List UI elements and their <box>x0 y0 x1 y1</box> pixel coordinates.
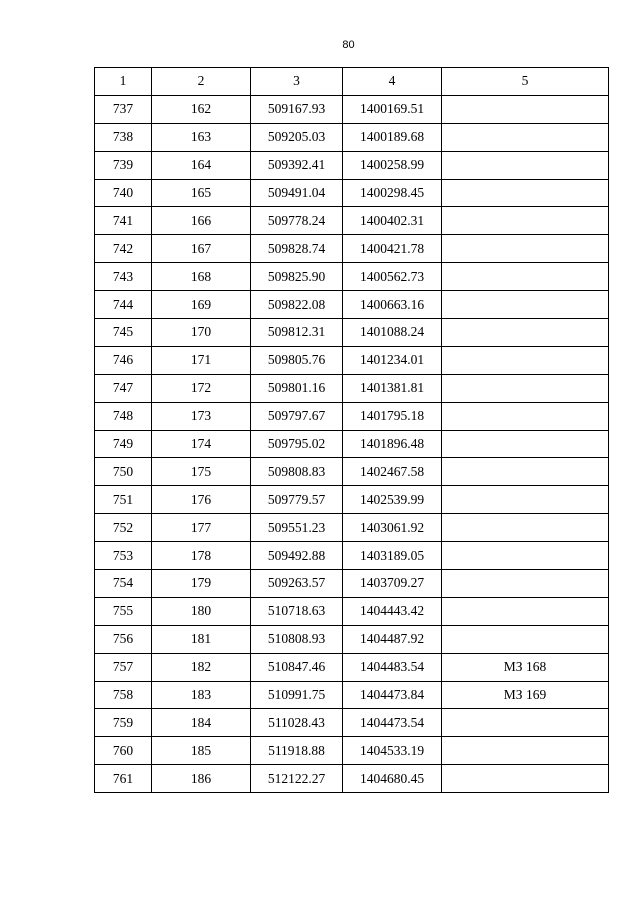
table-cell-col-1: 758 <box>95 681 152 709</box>
table-cell-col-1: 743 <box>95 263 152 291</box>
table-cell-col-3: 509812.31 <box>251 319 343 347</box>
table-row <box>95 709 609 737</box>
table-row <box>95 430 609 458</box>
table-cell-col-3: 509797.67 <box>251 402 343 430</box>
table-cell-col-1: 744 <box>95 291 152 319</box>
table-cell-col-3: 509779.57 <box>251 486 343 514</box>
table-cell-col-5 <box>442 319 609 347</box>
table-cell-col-2: 185 <box>152 737 251 765</box>
table-cell-col-2: 170 <box>152 319 251 347</box>
table-row <box>95 151 609 179</box>
table-cell-col-2: 168 <box>152 263 251 291</box>
table-row <box>95 737 609 765</box>
table-cell-col-1: 759 <box>95 709 152 737</box>
table-cell-col-5 <box>442 514 609 542</box>
table-cell-col-2: 165 <box>152 179 251 207</box>
table-cell-col-4: 1401088.24 <box>343 319 442 347</box>
table-cell-col-4: 1403061.92 <box>343 514 442 542</box>
table-cell-col-3: 509205.03 <box>251 123 343 151</box>
table-cell-col-2: 175 <box>152 458 251 486</box>
table-cell-col-3: 509805.76 <box>251 346 343 374</box>
table-cell-col-3: 511028.43 <box>251 709 343 737</box>
table-cell-col-1: 749 <box>95 430 152 458</box>
table-cell-col-2: 173 <box>152 402 251 430</box>
table-row <box>95 291 609 319</box>
table-cell-col-1: 741 <box>95 207 152 235</box>
header-cell-4: 4 <box>343 68 442 96</box>
table-cell-col-5 <box>442 486 609 514</box>
table-cell-col-1: 737 <box>95 95 152 123</box>
table-cell-col-2: 176 <box>152 486 251 514</box>
table-cell-col-5 <box>442 374 609 402</box>
table-cell-col-2: 180 <box>152 597 251 625</box>
table-cell-col-4: 1404473.54 <box>343 709 442 737</box>
table-cell-col-4: 1400562.73 <box>343 263 442 291</box>
table-cell-col-1: 746 <box>95 346 152 374</box>
table-cell-col-4: 1400189.68 <box>343 123 442 151</box>
table-cell-col-4: 1404473.84 <box>343 681 442 709</box>
table-cell-col-2: 183 <box>152 681 251 709</box>
table-cell-col-3: 510718.63 <box>251 597 343 625</box>
table-cell-col-1: 742 <box>95 235 152 263</box>
table-cell-col-4: 1404680.45 <box>343 765 442 793</box>
table-cell-col-1: 750 <box>95 458 152 486</box>
table-cell-col-5 <box>442 709 609 737</box>
table-row <box>95 542 609 570</box>
table-cell-col-3: 509551.23 <box>251 514 343 542</box>
table-row <box>95 346 609 374</box>
table-cell-col-4: 1404533.19 <box>343 737 442 765</box>
table-cell-col-3: 509778.24 <box>251 207 343 235</box>
table-cell-col-5 <box>442 765 609 793</box>
table-cell-col-1: 745 <box>95 319 152 347</box>
table-cell-col-3: 509263.57 <box>251 570 343 598</box>
coordinates-table <box>94 67 609 793</box>
table-cell-col-4: 1404487.92 <box>343 625 442 653</box>
table-cell-col-5 <box>442 542 609 570</box>
table-cell-col-4: 1400402.31 <box>343 207 442 235</box>
table-cell-col-3: 509795.02 <box>251 430 343 458</box>
table-cell-col-5 <box>442 179 609 207</box>
table-row <box>95 179 609 207</box>
table-cell-col-2: 167 <box>152 235 251 263</box>
table-cell-col-3: 509801.16 <box>251 374 343 402</box>
table-row <box>95 319 609 347</box>
table-row <box>95 765 609 793</box>
table-cell-col-3: 509492.88 <box>251 542 343 570</box>
table-cell-col-5 <box>442 151 609 179</box>
table-cell-col-4: 1402467.58 <box>343 458 442 486</box>
table-cell-col-4: 1401381.81 <box>343 374 442 402</box>
table-cell-col-4: 1403709.27 <box>343 570 442 598</box>
table-cell-col-5 <box>442 123 609 151</box>
table-row <box>95 402 609 430</box>
table-cell-col-3: 510991.75 <box>251 681 343 709</box>
table-row <box>95 123 609 151</box>
table-cell-col-2: 179 <box>152 570 251 598</box>
table-cell-col-5 <box>442 625 609 653</box>
table-row <box>95 514 609 542</box>
table-cell-col-2: 162 <box>152 95 251 123</box>
table-cell-col-2: 178 <box>152 542 251 570</box>
table-cell-col-2: 172 <box>152 374 251 402</box>
table-row <box>95 458 609 486</box>
table-cell-col-3: 512122.27 <box>251 765 343 793</box>
table-row <box>95 263 609 291</box>
table-cell-col-1: 739 <box>95 151 152 179</box>
table-row <box>95 374 609 402</box>
table-cell-col-5 <box>442 207 609 235</box>
table-cell-col-2: 181 <box>152 625 251 653</box>
table-cell-col-3: 509822.08 <box>251 291 343 319</box>
table-cell-col-4: 1401234.01 <box>343 346 442 374</box>
table-cell-col-3: 509808.83 <box>251 458 343 486</box>
table-cell-col-3: 509167.93 <box>251 95 343 123</box>
table-row <box>95 681 609 709</box>
table-cell-col-2: 169 <box>152 291 251 319</box>
table-cell-col-5 <box>442 95 609 123</box>
table-cell-col-1: 748 <box>95 402 152 430</box>
table-cell-col-3: 510847.46 <box>251 653 343 681</box>
table-row <box>95 570 609 598</box>
table-cell-col-3: 511918.88 <box>251 737 343 765</box>
page-number: 80 <box>342 39 355 51</box>
table-cell-col-4: 1404483.54 <box>343 653 442 681</box>
table-cell-col-2: 186 <box>152 765 251 793</box>
table-cell-col-4: 1404443.42 <box>343 597 442 625</box>
table-cell-col-3: 509491.04 <box>251 179 343 207</box>
table-cell-col-2: 184 <box>152 709 251 737</box>
table-cell-col-5 <box>442 291 609 319</box>
table-cell-col-2: 171 <box>152 346 251 374</box>
table-cell-col-5 <box>442 235 609 263</box>
table-cell-col-4: 1401896.48 <box>343 430 442 458</box>
table-cell-col-2: 163 <box>152 123 251 151</box>
table-cell-col-5 <box>442 570 609 598</box>
table-cell-col-1: 752 <box>95 514 152 542</box>
table-cell-col-5 <box>442 458 609 486</box>
table-cell-col-2: 164 <box>152 151 251 179</box>
table-cell-col-5 <box>442 402 609 430</box>
header-cell-1: 1 <box>95 68 152 96</box>
table-cell-col-1: 754 <box>95 570 152 598</box>
table-cell-col-5: МЗ 168 <box>442 653 609 681</box>
table-cell-col-4: 1400421.78 <box>343 235 442 263</box>
table-header-row <box>95 68 609 96</box>
table-cell-col-2: 174 <box>152 430 251 458</box>
table-cell-col-1: 756 <box>95 625 152 653</box>
table-cell-col-1: 753 <box>95 542 152 570</box>
table-cell-col-1: 761 <box>95 765 152 793</box>
table-cell-col-4: 1402539.99 <box>343 486 442 514</box>
header-cell-2: 2 <box>152 68 251 96</box>
table-cell-col-5 <box>442 597 609 625</box>
table-cell-col-1: 755 <box>95 597 152 625</box>
table-cell-col-1: 757 <box>95 653 152 681</box>
table-cell-col-1: 751 <box>95 486 152 514</box>
table-cell-col-4: 1400298.45 <box>343 179 442 207</box>
table-row <box>95 95 609 123</box>
table-cell-col-2: 166 <box>152 207 251 235</box>
table-cell-col-5 <box>442 263 609 291</box>
table-row <box>95 597 609 625</box>
table-row <box>95 625 609 653</box>
table-cell-col-5 <box>442 737 609 765</box>
table-cell-col-3: 509392.41 <box>251 151 343 179</box>
table-row <box>95 207 609 235</box>
table-cell-col-4: 1400663.16 <box>343 291 442 319</box>
table-cell-col-4: 1401795.18 <box>343 402 442 430</box>
table-cell-col-5 <box>442 346 609 374</box>
header-cell-3: 3 <box>251 68 343 96</box>
table-cell-col-1: 738 <box>95 123 152 151</box>
table-cell-col-3: 509828.74 <box>251 235 343 263</box>
table-cell-col-1: 747 <box>95 374 152 402</box>
table-cell-col-3: 510808.93 <box>251 625 343 653</box>
header-cell-5: 5 <box>442 68 609 96</box>
table-cell-col-3: 509825.90 <box>251 263 343 291</box>
table-cell-col-2: 182 <box>152 653 251 681</box>
table-row <box>95 653 609 681</box>
table-cell-col-4: 1403189.05 <box>343 542 442 570</box>
table-cell-col-4: 1400258.99 <box>343 151 442 179</box>
table-body <box>95 95 609 792</box>
table-cell-col-2: 177 <box>152 514 251 542</box>
table-cell-col-4: 1400169.51 <box>343 95 442 123</box>
table-row <box>95 486 609 514</box>
table-row <box>95 235 609 263</box>
table-cell-col-5: МЗ 169 <box>442 681 609 709</box>
table-cell-col-1: 760 <box>95 737 152 765</box>
table-cell-col-1: 740 <box>95 179 152 207</box>
table-cell-col-5 <box>442 430 609 458</box>
